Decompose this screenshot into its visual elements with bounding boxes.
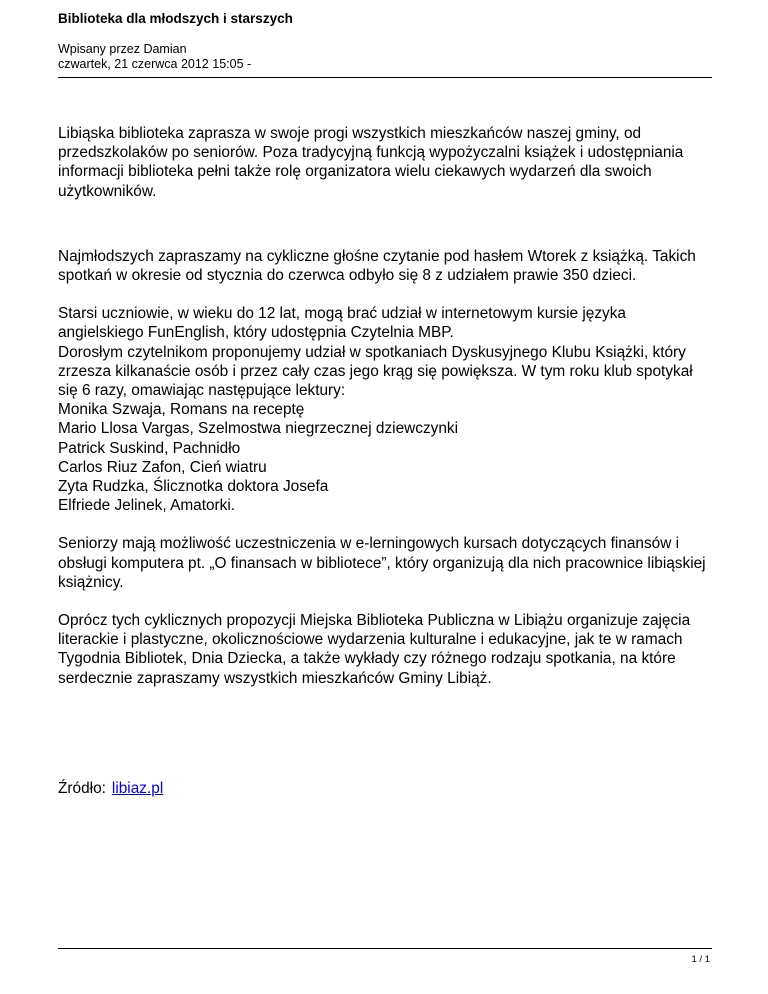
book-list-item: Zyta Rudzka, Ślicznotka doktora Josefa xyxy=(58,478,329,496)
header-divider xyxy=(58,77,712,78)
book-list-item: Mario Llosa Vargas, Szelmostwa niegrzecznej dziewczynki xyxy=(58,420,459,438)
article-header xyxy=(58,10,712,72)
text-line: się 6 razy, omawiając następujące lektury: xyxy=(58,382,346,400)
paragraph-youngest xyxy=(58,247,718,285)
book-list-item: Monika Szwaja, Romans na receptę xyxy=(58,401,305,419)
paragraph-other-events xyxy=(58,611,718,688)
text-line: książnicy. xyxy=(58,573,124,591)
source-line xyxy=(58,779,163,798)
text-line: Oprócz tych cyklicznych propozycji Miejska Biblioteka Publiczna w Libiążu organizuje zajęcia xyxy=(58,612,691,630)
text-line: Najmłodszych zapraszamy na cykliczne głośne czytanie pod hasłem Wtorek z książką. Takich xyxy=(58,247,696,265)
text-line: serdecznie zapraszamy wszystkich mieszkańców Gminy Libiąż. xyxy=(58,669,492,687)
article-title: Biblioteka dla młodszych i starszych xyxy=(58,11,293,26)
text-line: użytkowników. xyxy=(58,182,157,200)
text-line: Libiąska biblioteka zaprasza w swoje progi wszystkich mieszkańców naszej gminy, od xyxy=(58,125,642,142)
paragraph-seniors xyxy=(58,534,718,592)
text-line: Tygodnia Bibliotek, Dnia Dziecka, a także wykłady czy różnego rodzaju spotkania, na które xyxy=(58,650,676,668)
text-line: obsługi komputera pt. „O finansach w bibliotece”, który organizują dla nich pracownice libiąskiej xyxy=(58,554,706,572)
text-line: Dorosłym czytelnikom proponujemy udział w spotkaniach Dyskusyjnego Klubu Książki, który xyxy=(58,343,686,361)
book-list-item: Patrick Suskind, Pachnidło xyxy=(58,439,241,457)
text-line: informacji biblioteka pełni także rolę organizatora wielu ciekawych wydarzeń dla swoich xyxy=(58,163,652,181)
text-line: przedszkolaków po seniorów. Poza tradycyjną funkcją wypożyczalni książek i udostępniania xyxy=(58,144,684,162)
text-line: angielskiego FunEnglish, który udostępnia Czytelnia MBP. xyxy=(58,324,454,342)
article-meta xyxy=(58,42,712,72)
author-line: Wpisany przez Damian xyxy=(58,42,187,56)
paragraph-intro xyxy=(58,124,718,201)
date-line: czwartek, 21 czerwca 2012 15:05 - xyxy=(58,57,252,71)
article-body xyxy=(58,124,718,688)
text-line: spotkań w okresie od stycznia do czerwca odbyło się 8 z udziałem prawie 350 dzieci. xyxy=(58,267,637,285)
text-line: zrzesza kilkanaście osób i przez cały czas jego krąg się powiększa. W tym roku klub spotykał xyxy=(58,362,693,380)
text-line: Seniorzy mają możliwość uczestniczenia w e-lerningowych kursach dotyczących finansów i xyxy=(58,535,680,553)
book-list-item: Elfriede Jelinek, Amatorki. xyxy=(58,497,236,515)
paragraph-students-adults xyxy=(58,304,718,515)
footer-divider xyxy=(58,948,712,949)
book-list-item: Carlos Riuz Zafon, Cień wiatru xyxy=(58,458,267,476)
source-link[interactable]: libiaz.pl xyxy=(111,780,164,797)
page-number: 1 / 1 xyxy=(691,954,710,965)
text-line: Starsi uczniowie, w wieku do 12 lat, mogą brać udział w internetowym kursie języka xyxy=(58,305,626,323)
source-label: Źródło: xyxy=(58,780,106,797)
text-line: literackie i plastyczne, okolicznościowe wydarzenia kulturalne i edukacyjne, jak te w ramach xyxy=(58,631,683,649)
